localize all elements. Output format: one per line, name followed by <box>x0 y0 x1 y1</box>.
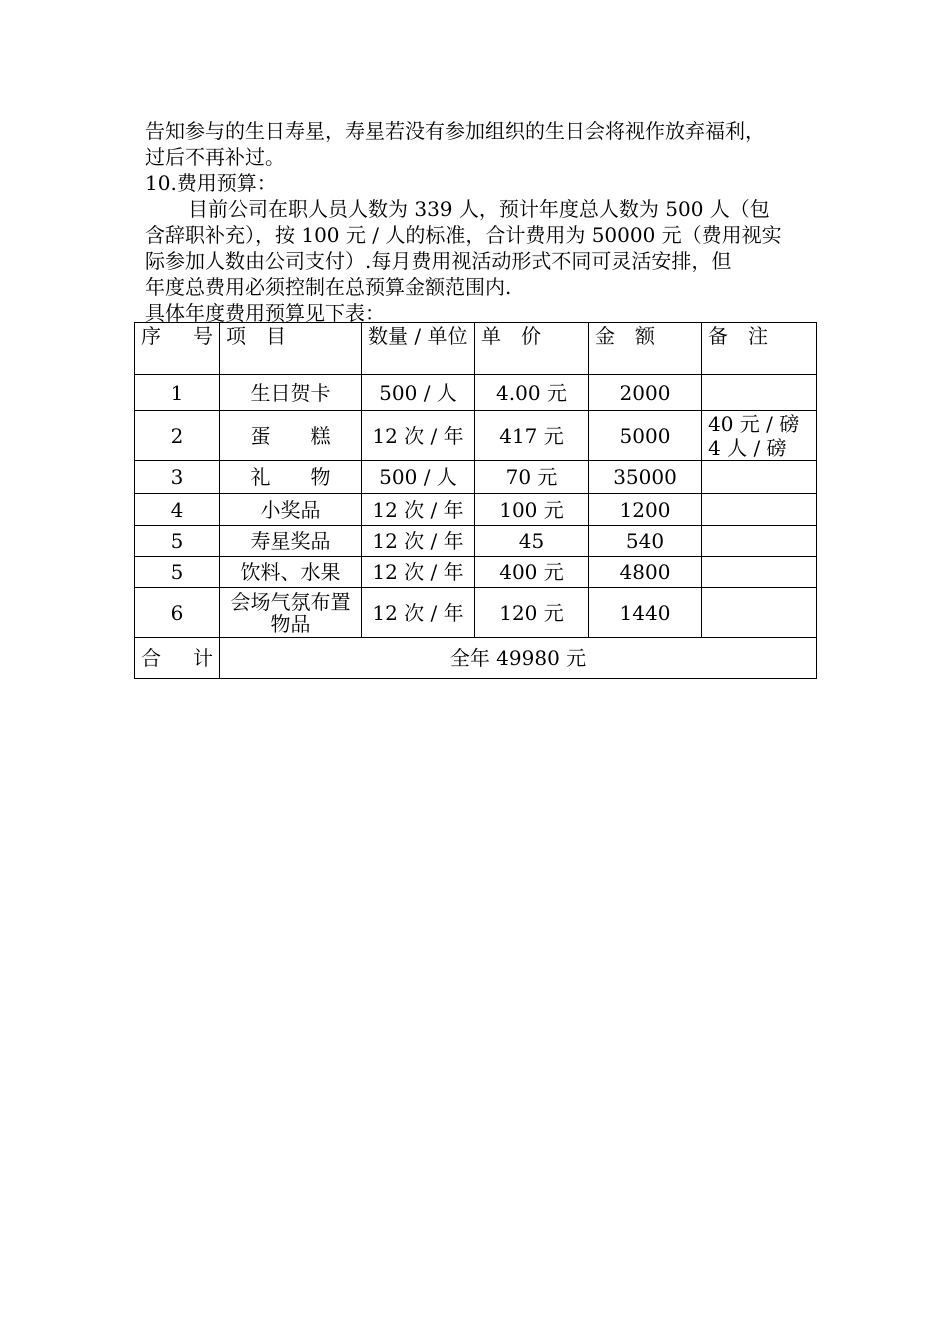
cell-price: 417 元 <box>475 411 589 461</box>
cell-note <box>702 557 817 588</box>
cell-note <box>702 375 817 411</box>
header-note: 备 注 <box>702 323 817 375</box>
cell-note <box>702 461 817 494</box>
cell-item: 小奖品 <box>220 494 362 526</box>
cell-price: 100 元 <box>475 494 589 526</box>
paragraph-line: 告知参与的生日寿星，寿星若没有参加组织的生日会将视作放弃福利， <box>145 119 765 143</box>
cell-seq: 1 <box>135 375 220 411</box>
budget-table <box>134 322 817 679</box>
table-total-row <box>135 638 817 679</box>
header-item: 项 目 <box>220 323 362 375</box>
cell-seq: 5 <box>135 557 220 588</box>
cell-seq: 6 <box>135 588 220 638</box>
cell-item: 寿星奖品 <box>220 526 362 557</box>
table-row <box>135 461 817 494</box>
cell-item: 礼 物 <box>220 461 362 494</box>
total-value: 全年 49980 元 <box>220 638 817 679</box>
table-row <box>135 375 817 411</box>
cell-amount: 2000 <box>589 375 702 411</box>
cell-amount: 4800 <box>589 557 702 588</box>
cell-note <box>702 588 817 638</box>
paragraph-line: 年度总费用必须控制在总预算金额范围内. <box>145 275 512 299</box>
header-qty: 数量 / 单位 <box>362 323 475 375</box>
cell-price: 70 元 <box>475 461 589 494</box>
table-row <box>135 494 817 526</box>
cell-item: 饮料、水果 <box>220 557 362 588</box>
paragraph-line: 具体年度费用预算见下表： <box>145 301 385 325</box>
cell-price: 400 元 <box>475 557 589 588</box>
cell-note <box>702 494 817 526</box>
cell-qty: 500 / 人 <box>362 375 475 411</box>
paragraph-line: 含辞职补充），按 100 元 / 人的标准，合计费用为 50000 元（费用视实 <box>145 223 782 247</box>
cell-qty: 12 次 / 年 <box>362 494 475 526</box>
cell-qty: 500 / 人 <box>362 461 475 494</box>
cell-qty: 12 次 / 年 <box>362 588 475 638</box>
paragraph-line: 过后不再补过。 <box>145 145 285 169</box>
cell-qty: 12 次 / 年 <box>362 526 475 557</box>
total-label: 合 计 <box>135 638 220 679</box>
header-seq: 序 号 <box>135 323 220 375</box>
table-row <box>135 588 817 638</box>
cell-amount: 1200 <box>589 494 702 526</box>
table-header-row <box>135 323 817 375</box>
cell-amount: 5000 <box>589 411 702 461</box>
cell-price: 120 元 <box>475 588 589 638</box>
document-body <box>145 118 820 326</box>
cell-amount: 35000 <box>589 461 702 494</box>
cell-item: 生日贺卡 <box>220 375 362 411</box>
cell-price: 4.00 元 <box>475 375 589 411</box>
cell-note: 40 元 / 磅 4 人 / 磅 <box>702 411 817 461</box>
paragraph-line: 际参加人数由公司支付）.每月费用视活动形式不同可灵活安排，但 <box>145 249 732 273</box>
table-row <box>135 557 817 588</box>
cell-seq: 2 <box>135 411 220 461</box>
cell-note <box>702 526 817 557</box>
cell-qty: 12 次 / 年 <box>362 411 475 461</box>
table-row <box>135 526 817 557</box>
cell-item: 蛋 糕 <box>220 411 362 461</box>
section-heading: 10.费用预算： <box>145 171 277 195</box>
paragraph-line: 目前公司在职人员人数为 339 人，预计年度总人数为 500 人（包 <box>188 197 770 221</box>
header-price: 单 价 <box>475 323 589 375</box>
cell-seq: 3 <box>135 461 220 494</box>
cell-seq: 5 <box>135 526 220 557</box>
table-row <box>135 411 817 461</box>
cell-item: 会场气氛布置物品 <box>220 588 362 638</box>
cell-qty: 12 次 / 年 <box>362 557 475 588</box>
cell-amount: 1440 <box>589 588 702 638</box>
cell-seq: 4 <box>135 494 220 526</box>
cell-amount: 540 <box>589 526 702 557</box>
header-amount: 金 额 <box>589 323 702 375</box>
cell-price: 45 <box>475 526 589 557</box>
